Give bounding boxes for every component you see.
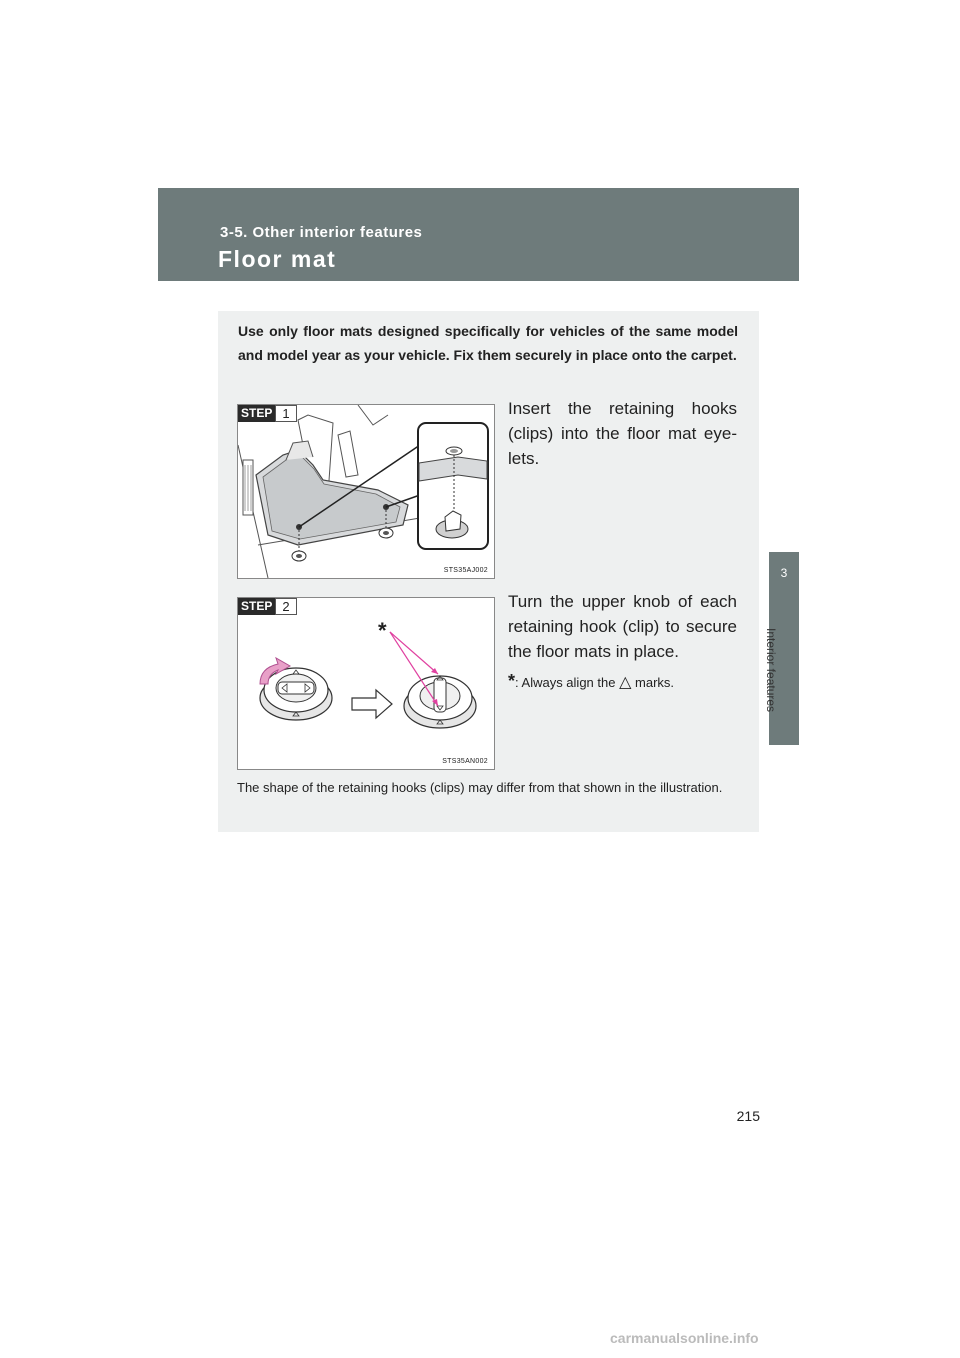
section-label: 3-5. Other interior features (220, 224, 423, 241)
step1-figure-code: STS35AJ002 (443, 567, 488, 574)
watermark-link[interactable]: carmanualsonline.info (610, 1330, 759, 1346)
page-number: 215 (736, 1108, 760, 1124)
step2-badge (238, 598, 297, 615)
step2-badge-number: 2 (275, 598, 296, 615)
page-header (158, 188, 799, 281)
page-title: Floor mat (218, 246, 337, 272)
asterisk-mark: * (378, 618, 387, 643)
step2-illustration (237, 597, 495, 770)
clip-turn-drawing (238, 598, 494, 769)
step1-badge-word: STEP (238, 405, 275, 422)
alignment-note (508, 671, 674, 692)
note-prefix: : Always align the (515, 675, 616, 690)
intro-text: Use only floor mats designed specifically for vehicles of the same model and model year as your vehicle. Fix them securely in place onto the carpet. (238, 323, 738, 363)
step1-badge (238, 405, 297, 422)
note-suffix: marks. (635, 675, 675, 690)
step2-text: Turn the upper knob of each retaining hook (clip) to secure the floor mats in place. (508, 592, 737, 661)
step1-badge-number: 1 (275, 405, 296, 422)
note-asterisk: * (508, 671, 516, 691)
chapter-label: Interior features (764, 628, 778, 713)
chapter-number: 3 (780, 566, 788, 580)
step1-text: Insert the retaining hooks (clips) into the floor mat eye-lets. (508, 399, 737, 468)
triangle-mark-icon: △ (619, 674, 632, 691)
step1-illustration (237, 404, 495, 579)
footnote-text: The shape of the retaining hooks (clips) may differ from that shown in the illustration. (237, 780, 723, 795)
content-panel (218, 311, 759, 832)
step2-badge-word: STEP (238, 598, 275, 615)
floor-mat-drawing (238, 405, 494, 578)
step2-figure-code: STS35AN002 (442, 758, 488, 765)
